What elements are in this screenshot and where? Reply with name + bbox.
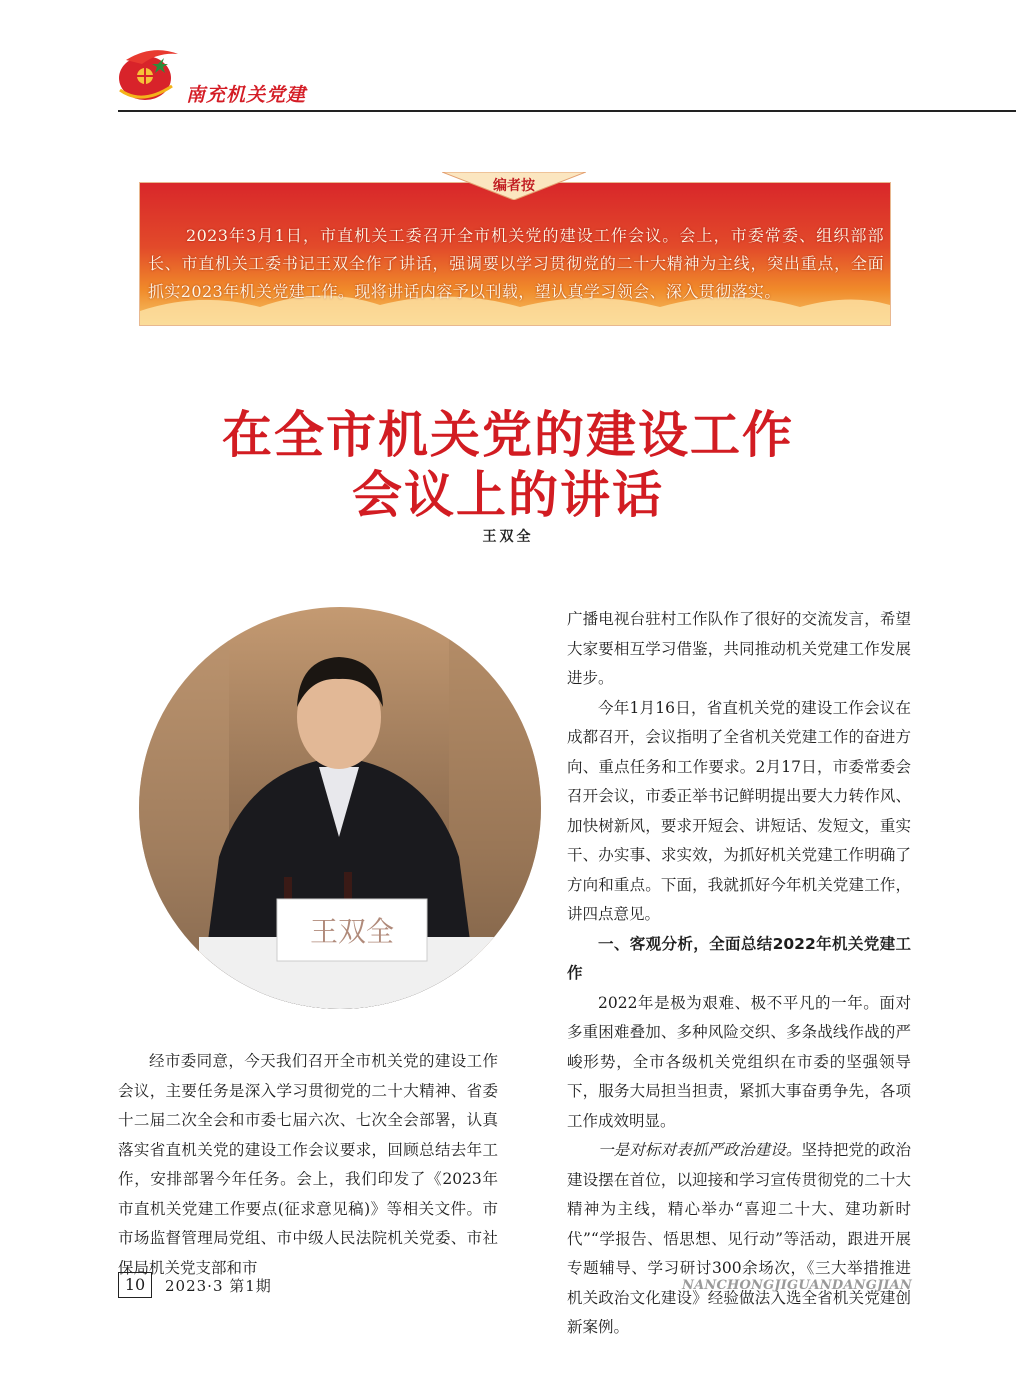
article-title — [150, 405, 866, 525]
paragraph-2022: 2022年是极为艰难、极不平凡的一年。面对多重困难叠加、多种风险交织、多条战线作战的严峻形势，全市各级机关党组织在市委的坚强领导下，服务大局担当担责，紧抓大事奋勇争先，各项工作成效明显。 — [567, 993, 911, 1130]
left-column — [118, 1047, 498, 1283]
editor-note-text: 2023年3月1日，市直机关工委召开全市机关党的建设工作会议。会上，市委常委、组织部部长、市直机关工委书记王双全作了讲话，强调要以学习贯彻党的二十大精神为主线，突出重点，全面抓实2023年机关党建工作。现将讲话内容予以刊载，望认真学习领会、深入贯彻落实。 — [148, 226, 884, 301]
paragraph-intro: 经市委同意，今天我们召开全市机关党的建设工作会议，主要任务是深入学习贯彻党的二十大精神、省委十二届二次全会和市委七届六次、七次全会部署，认真落实省直机关党的建设工作会议要求，回顾总结去年工作，安排部署今年任务。会上，我们印发了《2023年市直机关党建工作要点(征求意见稿)》等相关文件。市市场监督管理局党组、市中级人民法院机关党委、市社保局机关党支部和市 — [118, 1052, 498, 1277]
paragraph-continuation: 广播电视台驻村工作队作了很好的交流发言，希望大家要相互学习借鉴，共同推动机关党建工作发展进步。 — [567, 610, 911, 687]
editor-note-label: 编者按 — [493, 178, 535, 194]
party-building-logo-icon — [112, 40, 182, 110]
paragraph-meeting: 今年1月16日，省直机关党的建设工作会议在成都召开，会议指明了全省机关党建工作的奋进方向、重点任务和工作要求。2月17日，市委常委会召开会议，市委正举书记鲜明提出要大力转作风、加快树新风，要求开短会、讲短话、发短文，重实干、办实事、求实效，为抓好机关党建工作明确了方向和重点。下面，我就抓好今年机关党建工作，讲四点意见。 — [567, 698, 911, 923]
article-author: 王双全 — [482, 529, 534, 545]
right-column — [567, 605, 911, 1343]
paragraph-political — [567, 1136, 911, 1343]
page-number: 10 — [118, 1272, 152, 1298]
title-line-1: 在全市机关党的建设工作 — [222, 405, 794, 464]
title-line-2: 会议上的讲话 — [352, 465, 664, 524]
issue-label: 2023·3 第1期 — [165, 1277, 272, 1295]
speaker-photo — [139, 607, 541, 1009]
photo-nameplate: 王双全 — [309, 915, 395, 948]
header-rule — [118, 110, 1016, 112]
section-heading-1: 一、客观分析，全面总结2022年机关党建工作 — [567, 934, 911, 982]
footer-brand: NANCHONGJIGUANDANGJIAN — [682, 1278, 912, 1293]
page-header — [0, 0, 1016, 115]
brand-title: 南充机关党建 — [186, 84, 307, 106]
paragraph-lead: 一是对标对表抓严政治建设。 — [598, 1141, 802, 1159]
paragraph-political-body: 坚持把党的政治建设摆在首位，以迎接和学习宣传贯彻党的二十大精神为主线，精心举办“喜迎二十大、建功新时代”“学报告、悟思想、见行动”等活动，跟进开展专题辅导、学习研讨300余场次，《三大举措推进机关政治文化建设》经验做法入选全省机关党建创新案例。 — [567, 1141, 911, 1336]
